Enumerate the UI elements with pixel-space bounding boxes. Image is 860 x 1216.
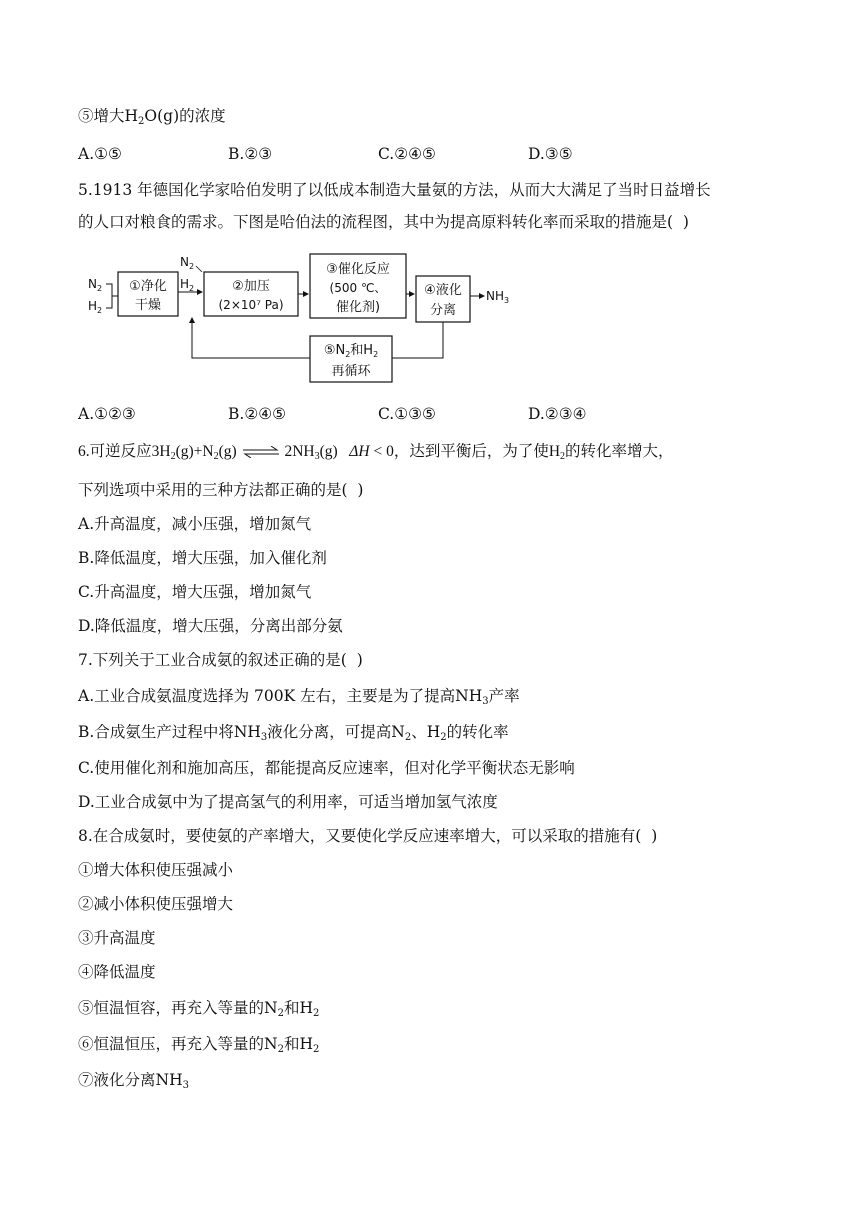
box-5-line-2: 再循环 [331,364,371,379]
q6-stem-line-2: 下列选项中采用的三种方法都正确的是( ) [78,481,364,499]
q7-option-a[interactable]: A.工业合成氨温度选择为 700K 左右，主要是为了提高$NH_3$产率 [78,687,520,707]
box-1-line-1: ①净化 [129,279,167,294]
haber-process-flow-diagram [84,252,524,390]
recycle-line-right [392,322,443,358]
q4-option-b[interactable]: B.②③ [228,145,273,163]
q6-option-b[interactable]: B.降低温度，增大压强，加入催化剂 [78,549,327,567]
q8-item-7: ⑦液化分离$NH_3$ [78,1071,189,1091]
box-4-line-1: ④液化 [424,283,462,298]
q8-item-2: ②减小体积使压强增大 [78,895,234,913]
q6-stem-line-1: 6.可逆反应$3H_2(g)+N_2(g)$ $2NH_3(g)$ ΔH < 0，达到平衡后，为了使$H_2$的转化率增大， [78,443,674,462]
q7-stem: 7.下列关于工业合成氨的叙述正确的是( ) [78,651,363,669]
output-nh3-label: $NH_3$ [486,289,510,305]
q7-option-d[interactable]: D.工业合成氨中为了提高氢气的利用率，可适当增加氢气浓度 [78,793,498,811]
mid-n2-tick [196,266,202,272]
q7-option-b[interactable]: B.合成氨生产过程中将$NH_3$液化分离，可提高$N_2$、$H_2$的转化率 [78,723,509,743]
box-5-line-1: $⑤N_2$和$H_2$ [323,343,379,359]
q8-item-3: ③升高温度 [78,929,156,947]
q4-item-5: ⑤增大$H_2O(g)$的浓度 [78,107,226,127]
q8-stem: 8.在合成氨时，要使氨的产率增大，又要使化学反应速率增大，可以采取的措施有( ) [78,827,658,845]
q4-option-d[interactable]: D.③⑤ [528,145,573,163]
q4-option-a[interactable]: A.①⑤ [78,145,122,163]
q5-option-c[interactable]: C.①③⑤ [378,405,436,423]
q5-stem-line-2: 的人口对粮食的需求。下图是哈伯法的流程图，其中为提高原料转化率而采取的措施是( ) [78,213,689,231]
q6-option-d[interactable]: D.降低温度，增大压强，分离出部分氨 [78,617,343,635]
q8-item-4: ④降低温度 [78,963,156,981]
q6-option-c[interactable]: C.升高温度，增大压强，增加氮气 [78,583,312,601]
input-h2-label: $H_2$ [88,299,103,315]
q8-item-6: ⑥恒温恒压，再充入等量的$N_2$和$H_2$ [78,1035,320,1055]
q5-option-a[interactable]: A.①②③ [78,405,136,423]
q5-option-d[interactable]: D.②③④ [528,405,587,423]
input-bracket [106,284,118,308]
recycle-line-left [192,318,310,358]
box-1-line-2: 干燥 [134,298,162,313]
box-2-line-1: ②加压 [232,279,270,294]
mid-n2-label: $N_2$ [180,255,195,271]
q6-option-a[interactable]: A.升高温度，减小压强，增加氮气 [78,515,312,533]
input-n2-label: $N_2$ [88,277,103,293]
mid-h2-label: $H_2$ [180,277,195,293]
q5-option-b[interactable]: B.②④⑤ [228,405,287,423]
q7-option-c[interactable]: C.使用催化剂和施加高压，都能提高反应速率，但对化学平衡状态无影响 [78,759,575,777]
box-4-line-2: 分离 [429,303,457,318]
q4-option-c[interactable]: C.②④⑤ [378,145,436,163]
box-3-line-2: (500 ℃、 [329,281,387,295]
box-3-line-3: 催化剂) [335,300,381,315]
box-2-line-2: (2×10⁷ Pa) [218,298,284,312]
q5-stem-line-1: 5.1913 年德国化学家哈伯发明了以低成本制造大量氨的方法，从而大大满足了当时日益增长 [78,181,711,199]
box-3-line-1: ③催化反应 [326,262,390,277]
q8-item-1: ①增大体积使压强减小 [78,861,234,879]
reversible-arrow-icon [241,446,281,458]
q8-item-5: ⑤恒温恒容，再充入等量的$N_2$和$H_2$ [78,999,320,1019]
